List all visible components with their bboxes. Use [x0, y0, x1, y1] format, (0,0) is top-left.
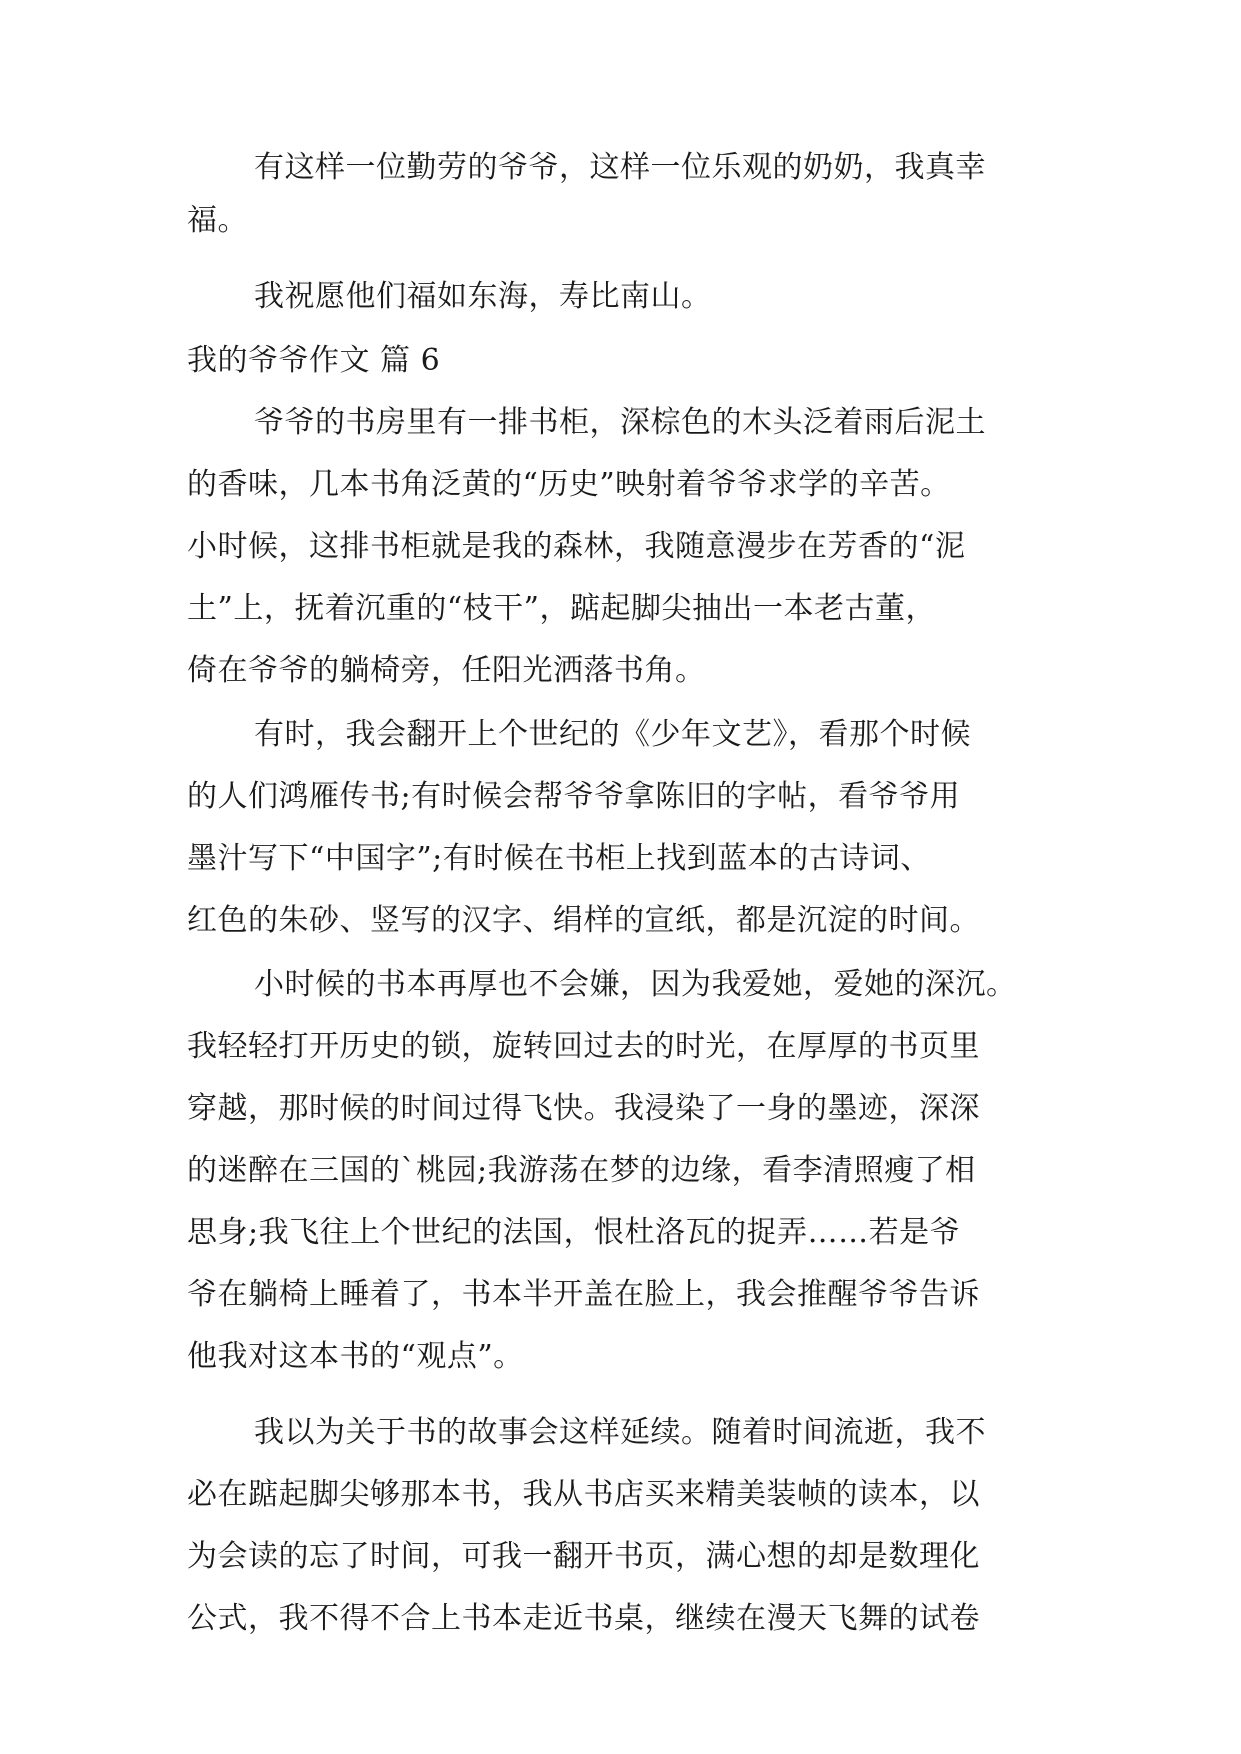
paragraph-line: 为会读的忘了时间，可我一翻开书页，满心想的却是数理化 [187, 1539, 980, 1574]
paragraph-line: 倚在爷爷的躺椅旁，任阳光洒落书角。 [187, 653, 706, 688]
section-heading: 我的爷爷作文 篇 6 [187, 343, 441, 378]
paragraph-line: 福。 [187, 203, 248, 238]
paragraph-line: 有这样一位勤劳的爷爷，这样一位乐观的奶奶，我真幸 [254, 150, 986, 185]
paragraph-line: 思身;我飞往上个世纪的法国，恨杜洛瓦的捉弄……若是爷 [187, 1215, 961, 1250]
paragraph-line: 小时候，这排书柜就是我的森林，我随意漫步在芳香的“泥 [187, 529, 966, 564]
paragraph-line: 我祝愿他们福如东海，寿比南山。 [254, 279, 712, 314]
paragraph-line: 我轻轻打开历史的锁，旋转回过去的时光，在厚厚的书页里 [187, 1029, 980, 1064]
paragraph-line: 必在踮起脚尖够那本书，我从书店买来精美装帧的读本，以 [187, 1477, 980, 1512]
paragraph-line: 爷在躺椅上睡着了，书本半开盖在脸上，我会推醒爷爷告诉 [187, 1277, 980, 1312]
paragraph-line: 有时，我会翻开上个世纪的《少年文艺》，看那个时候 [254, 717, 971, 752]
paragraph-line: 墨汁写下“中国字”;有时候在书柜上找到蓝本的古诗词、 [187, 841, 931, 876]
paragraph-line: 的迷醉在三国的`桃园;我游荡在梦的边缘，看李清照瘦了相 [187, 1153, 976, 1188]
paragraph-line: 爷爷的书房里有一排书柜，深棕色的木头泛着雨后泥土 [254, 405, 986, 440]
paragraph-line: 红色的朱砂、竖写的汉字、绢样的宣纸，都是沉淀的时间。 [187, 903, 980, 938]
paragraph-line: 他我对这本书的“观点”。 [187, 1339, 524, 1374]
paragraph-line: 我以为关于书的故事会这样延续。随着时间流逝，我不 [254, 1415, 986, 1450]
paragraph-line: 公式，我不得不合上书本走近书桌，继续在漫天飞舞的试卷 [187, 1601, 980, 1636]
paragraph-line: 小时候的书本再厚也不会嫌，因为我爱她，爱她的深沉。 [254, 967, 1017, 1002]
paragraph-line: 土”上，抚着沉重的“枝干”，踮起脚尖抽出一本老古董， [187, 591, 937, 626]
paragraph-line: 的香味，几本书角泛黄的“历史”映射着爷爷求学的辛苦。 [187, 467, 951, 502]
paragraph-line: 穿越，那时候的时间过得飞快。我浸染了一身的墨迹，深深 [187, 1091, 980, 1126]
paragraph-line: 的人们鸿雁传书;有时候会帮爷爷拿陈旧的字帖，看爷爷用 [187, 779, 961, 814]
